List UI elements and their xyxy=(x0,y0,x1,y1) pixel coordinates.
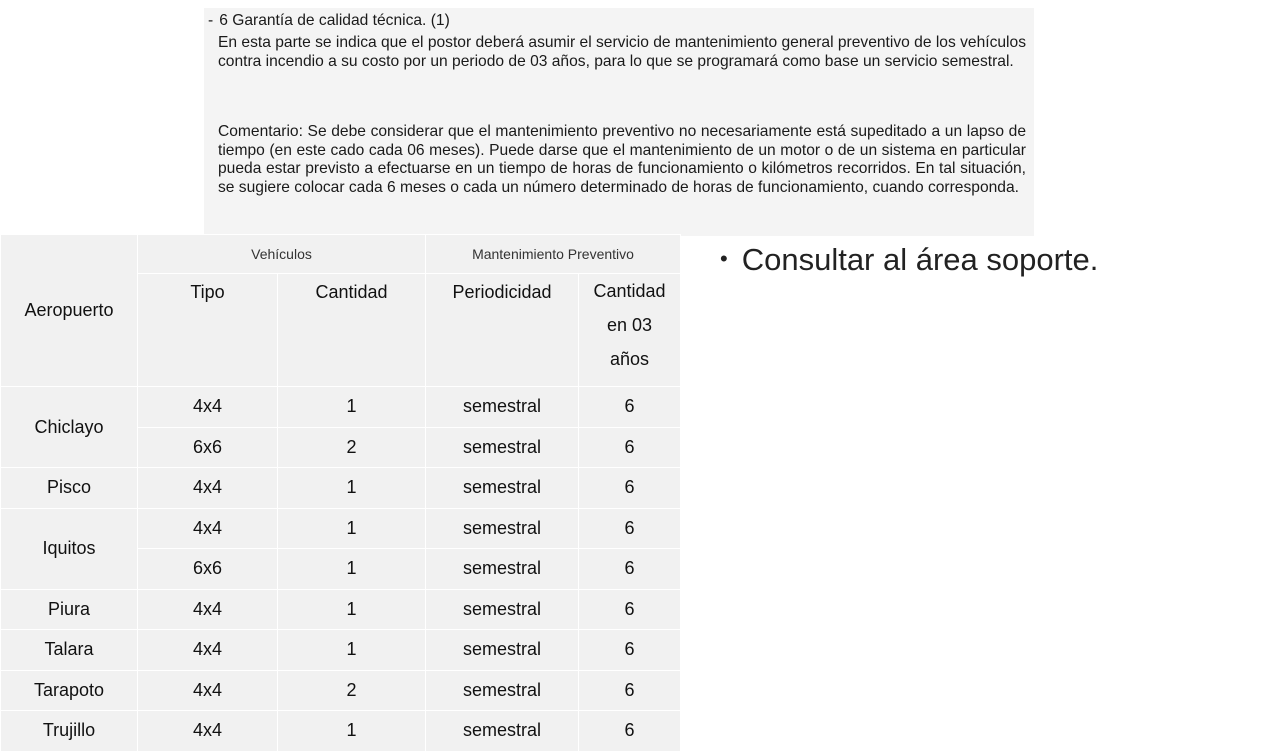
cell-cantidad: 1 xyxy=(278,468,426,509)
cell-cantidad: 1 xyxy=(278,549,426,590)
cell-tipo: 6x6 xyxy=(138,427,278,468)
bullet-item xyxy=(720,242,1098,278)
cell-cantidad-03: 6 xyxy=(579,549,681,590)
table-row xyxy=(1,387,681,428)
cell-cantidad: 1 xyxy=(278,387,426,428)
cell-aeropuerto: Piura xyxy=(1,589,138,630)
cell-cantidad-03: 6 xyxy=(579,670,681,711)
header-periodicidad: Periodicidad xyxy=(426,274,579,387)
cell-cantidad: 1 xyxy=(278,630,426,671)
cell-periodicidad: semestral xyxy=(426,711,579,752)
cell-cantidad-03: 6 xyxy=(579,427,681,468)
header-cantidad-03-anos xyxy=(579,274,681,387)
section-heading-text: 6 Garantía de calidad técnica. (1) xyxy=(219,12,450,29)
table-row xyxy=(1,468,681,509)
cell-aeropuerto: Chiclayo xyxy=(1,387,138,468)
cell-tipo: 4x4 xyxy=(138,711,278,752)
cell-tipo: 4x4 xyxy=(138,387,278,428)
cell-periodicidad: semestral xyxy=(426,427,579,468)
cell-tipo: 4x4 xyxy=(138,630,278,671)
section-heading xyxy=(208,12,450,31)
cell-tipo: 4x4 xyxy=(138,589,278,630)
cell-cantidad-03: 6 xyxy=(579,387,681,428)
cell-periodicidad: semestral xyxy=(426,670,579,711)
table-row xyxy=(1,711,681,752)
table-row xyxy=(1,508,681,549)
header-cantidad-03-line1: Cantidad xyxy=(593,281,666,301)
cell-aeropuerto: Iquitos xyxy=(1,508,138,589)
header-aeropuerto: Aeropuerto xyxy=(1,235,138,387)
cell-periodicidad: semestral xyxy=(426,630,579,671)
cell-periodicidad: semestral xyxy=(426,508,579,549)
cell-cantidad: 1 xyxy=(278,589,426,630)
cell-tipo: 4x4 xyxy=(138,508,278,549)
cell-cantidad-03: 6 xyxy=(579,508,681,549)
header-cantidad-03-line3: años xyxy=(609,349,650,369)
header-cantidad-03-line2: en 03 xyxy=(606,315,653,335)
paragraph-requirement: En esta parte se indica que el postor deberá asumir el servicio de mantenimiento general preventivo de los vehículos contra incendio a su costo por un periodo de 03 años, para lo que se programará como base un servicio semestral. xyxy=(218,34,1026,70)
paragraph-comment: Comentario: Se debe considerar que el mantenimiento preventivo no necesariamente está supeditado a un lapso de tiempo (en este cado cada 06 meses). Puede darse que el mantenimiento de un motor o de un sistema en particular pueda estar previsto a efectuarse en un tiempo de horas de funcionamiento o kilómetros recorridos. En tal situación, se sugiere colocar cada 6 meses o cada un número determinado de horas de funcionamiento, cuando corresponda. xyxy=(218,123,1026,196)
table-header-row xyxy=(1,235,681,274)
cell-periodicidad: semestral xyxy=(426,468,579,509)
cell-tipo: 4x4 xyxy=(138,468,278,509)
cell-cantidad-03: 6 xyxy=(579,468,681,509)
cell-periodicidad: semestral xyxy=(426,589,579,630)
table-row xyxy=(1,589,681,630)
cell-aeropuerto: Trujillo xyxy=(1,711,138,752)
cell-cantidad-03: 6 xyxy=(579,711,681,752)
header-tipo: Tipo xyxy=(138,274,278,387)
table-row xyxy=(1,630,681,671)
header-cantidad: Cantidad xyxy=(278,274,426,387)
cell-periodicidad: semestral xyxy=(426,387,579,428)
bullet-dot-icon: • xyxy=(720,245,728,271)
scanned-document-excerpt xyxy=(204,8,1034,236)
dash-glyph: - xyxy=(208,12,214,29)
cell-cantidad: 2 xyxy=(278,427,426,468)
cell-tipo: 4x4 xyxy=(138,670,278,711)
cell-cantidad: 1 xyxy=(278,508,426,549)
maintenance-table xyxy=(0,234,681,752)
cell-aeropuerto: Talara xyxy=(1,630,138,671)
header-mantenimiento-preventivo: Mantenimiento Preventivo xyxy=(426,235,681,274)
header-vehiculos: Vehículos xyxy=(138,235,426,274)
cell-cantidad-03: 6 xyxy=(579,589,681,630)
cell-aeropuerto: Tarapoto xyxy=(1,670,138,711)
cell-cantidad-03: 6 xyxy=(579,630,681,671)
cell-aeropuerto: Pisco xyxy=(1,468,138,509)
cell-cantidad: 2 xyxy=(278,670,426,711)
cell-periodicidad: semestral xyxy=(426,549,579,590)
cell-tipo: 6x6 xyxy=(138,549,278,590)
table-row xyxy=(1,670,681,711)
bullet-text: Consultar al área soporte. xyxy=(741,242,1099,277)
cell-cantidad: 1 xyxy=(278,711,426,752)
